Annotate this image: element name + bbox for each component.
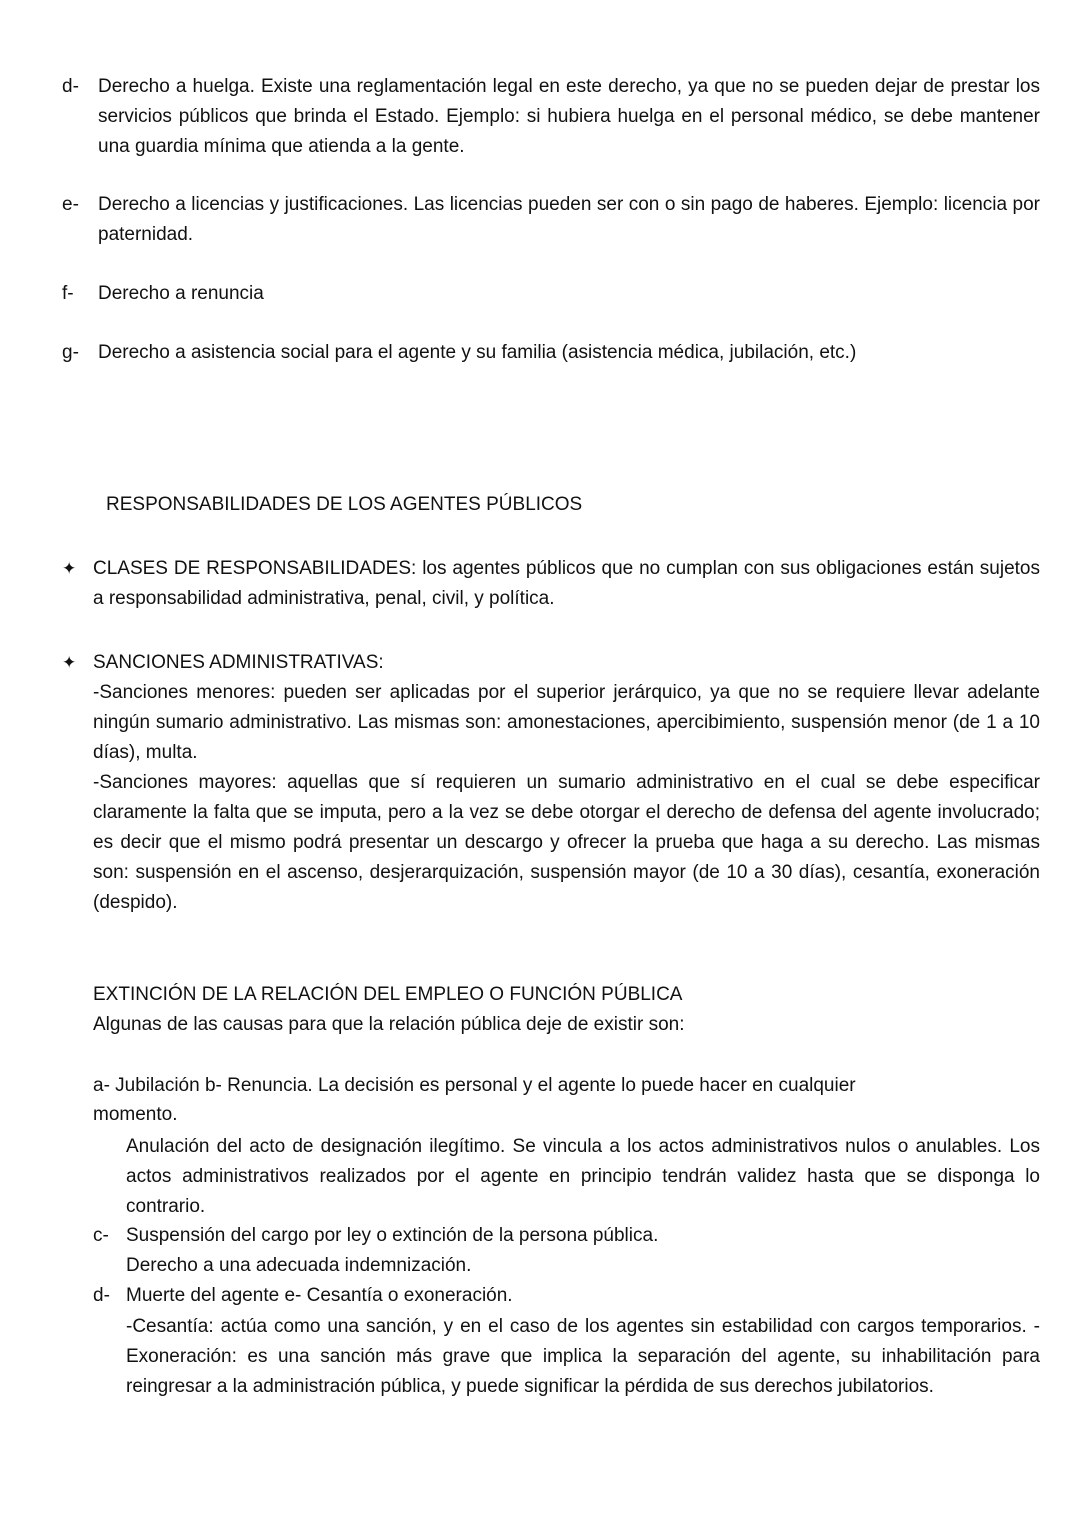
list-item-d-text: Muerte del agente e- Cesantía o exoneración. <box>126 1285 513 1306</box>
list-item-d-sub: -Cesantía: actúa como una sanción, y en el caso de los agentes sin estabilidad con cargos temporarios. - Exoneración: es una sanción más grave que implica la separación del agente, su inhabilitación para reingresar a la administración pública, y puede significar la pérdida de sus derechos jubilatorios. <box>126 1316 1040 1397</box>
list-item-c-sub: Derecho a una adecuada indemnización. <box>126 1255 472 1276</box>
list-item-g <box>62 338 1040 368</box>
list-marker: e- <box>62 194 79 215</box>
classes-text: CLASES DE RESPONSABILIDADES: los agentes públicos que no cumplan con sus obligaciones están sujetos a responsabilidad administrativa, penal, civil, y política. <box>93 558 1040 609</box>
list-item-text: Derecho a asistencia social para el agente y su familia (asistencia médica, jubilación, etc.) <box>98 342 857 363</box>
annulment-text: Anulación del acto de designación ilegítimo. Se vincula a los actos administrativos nulos o anulables. Los actos administrativos realizados por el agente en principio tendrán validez hasta que se disponga lo contrario. <box>126 1136 1040 1217</box>
star-bullet-icon: ✦ <box>62 653 77 672</box>
star-bullet-icon: ✦ <box>62 559 77 578</box>
major-sanctions-text: -Sanciones mayores: aquellas que sí requieren un sumario administrativo en el cual se debe especificar claramente la falta que se imputa, pero a la vez se debe otorgar el derecho de defensa del agente involucrado; es decir que el mismo podrá presentar un descargo y ofrecer la prueba que haga a su derecho. Las mismas son: suspensión en el ascenso, desjerarquización, suspensión mayor (de 10 a 30 días), cesantía, exoneración (despido). <box>93 772 1040 913</box>
list-item-text: Derecho a huelga. Existe una reglamentación legal en este derecho, ya que no se pueden dejar de prestar los servicios públicos que brinda el Estado. Ejemplo: si hubiera huelga en el personal médico, se debe mantener una guardia mínima que atienda a la gente. <box>98 76 1040 157</box>
section-heading-extinction: EXTINCIÓN DE LA RELACIÓN DEL EMPLEO O FUNCIÓN PÚBLICA <box>93 984 683 1005</box>
list-item-text: Derecho a licencias y justificaciones. Las licencias pueden ser con o sin pago de haberes. Ejemplo: licencia por paternidad. <box>98 194 1040 245</box>
list-item-c-text: Suspensión del cargo por ley o extinción de la persona pública. <box>126 1225 659 1246</box>
list-item-e <box>62 190 1040 250</box>
list-item-d <box>62 72 1040 162</box>
extinction-intro: Algunas de las causas para que la relación pública deje de existir son: <box>93 1014 685 1035</box>
bullet-item-sanctions <box>62 648 1040 918</box>
list-item-text: Derecho a renuncia <box>98 283 264 304</box>
list-marker: g- <box>62 342 79 363</box>
list-item-f <box>62 279 1040 309</box>
section-heading-responsibilities: RESPONSABILIDADES DE LOS AGENTES PÚBLICOS <box>106 494 583 515</box>
list-marker: f- <box>62 283 74 304</box>
bullet-item-classes <box>62 554 1040 614</box>
extinction-ab-line2: momento. <box>93 1104 178 1125</box>
list-marker-c: c- <box>93 1225 109 1246</box>
minor-sanctions-text: -Sanciones menores: pueden ser aplicadas por el superior jerárquico, ya que no se requiere llevar adelante ningún sumario administrativo. Las mismas son: amonestaciones, apercibimiento, suspensión menor (de 1 a 10 días), multa. <box>93 682 1040 763</box>
list-marker-d: d- <box>93 1285 110 1306</box>
extinction-ab-line1: a- Jubilación b- Renuncia. La decisión es personal y el agente lo puede hacer en cualquier <box>93 1075 856 1096</box>
sanctions-title: SANCIONES ADMINISTRATIVAS: <box>93 652 384 673</box>
list-marker: d- <box>62 76 79 97</box>
